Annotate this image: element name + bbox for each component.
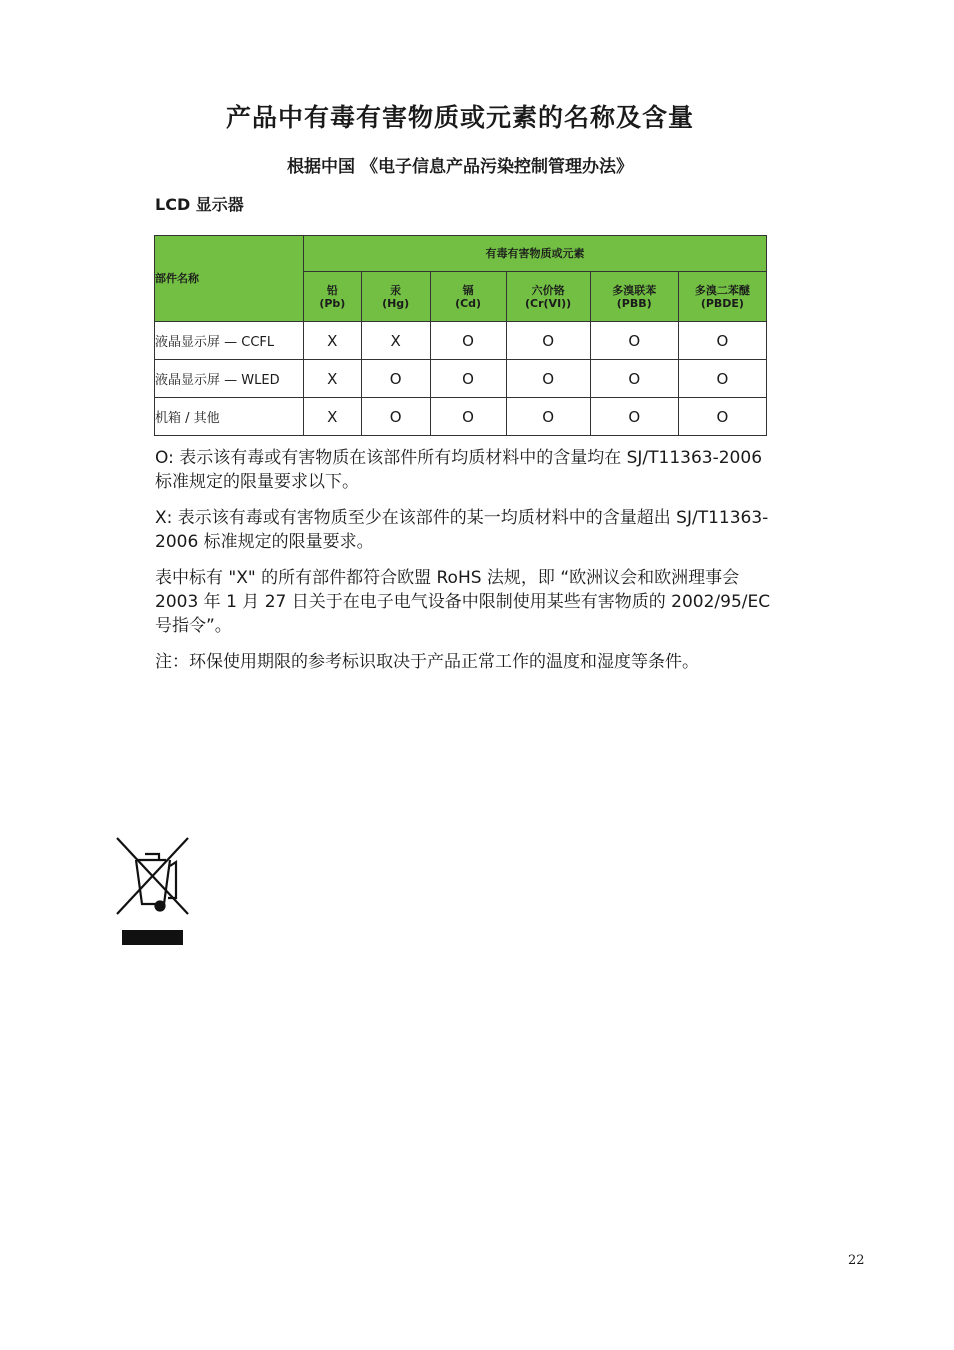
table-row [155, 322, 767, 360]
substances-group-header: 有毒有害物质或元素 [303, 236, 766, 272]
page-number: 22 [848, 1253, 865, 1268]
hazardous-substances-table [154, 235, 767, 436]
crossed-out-wheelie-bin-icon [112, 836, 192, 948]
o-legend-note: O: 表示该有毒或有害物质在该部件所有均质材料中的含量均在 SJ/T11363-2006 标准规定的限量要求以下。 [155, 448, 763, 492]
x-legend-note: X: 表示该有毒或有害物质至少在该部件的某一均质材料中的含量超出 SJ/T11363-2006 标准规定的限量要求。 [155, 508, 769, 552]
table-cell: O [590, 398, 678, 436]
row-part-name: 液晶显示屏 — CCFL [155, 322, 304, 360]
table-cell: O [506, 322, 590, 360]
table-row [155, 360, 767, 398]
page-title: 产品中有毒有害物质或元素的名称及含量 [225, 103, 694, 132]
table-cell: O [590, 360, 678, 398]
table-cell: X [303, 322, 361, 360]
table-cell: O [361, 360, 430, 398]
table-cell: O [430, 322, 506, 360]
table-cell: X [303, 398, 361, 436]
column-header-pb: 铅 (Pb) [303, 272, 361, 322]
table-cell: O [678, 322, 766, 360]
rohs-compliance-note: 表中标有 "X" 的所有部件都符合欧盟 RoHS 法规，即 “欧洲议会和欧洲理事会 2003 年 1 月 27 日关于在电子电气设备中限制使用某些有害物质的 2002/95/EC 号指令”。 [155, 568, 771, 636]
environmental-period-note: 注：环保使用期限的参考标识取决于产品正常工作的温度和湿度等条件。 [155, 652, 699, 672]
table-cell: X [303, 360, 361, 398]
column-header-hg: 汞 (Hg) [361, 272, 430, 322]
table-cell: X [361, 322, 430, 360]
part-name-header: 部件名称 [155, 236, 304, 322]
column-header-cr6: 六价铬 (Cr(VI)) [506, 272, 590, 322]
section-label: LCD 显示器 [155, 195, 244, 214]
table-cell: O [678, 360, 766, 398]
table-cell: O [506, 360, 590, 398]
column-header-cd: 镉 (Cd) [430, 272, 506, 322]
table-cell: O [506, 398, 590, 436]
row-part-name: 机箱 / 其他 [155, 398, 304, 436]
table-cell: O [590, 322, 678, 360]
page-subtitle: 根据中国 《电子信息产品污染控制管理办法》 [287, 157, 633, 177]
row-part-name: 液晶显示屏 — WLED [155, 360, 304, 398]
table-cell: O [678, 398, 766, 436]
table-cell: O [430, 360, 506, 398]
column-header-pbb: 多溴联苯 (PBB) [590, 272, 678, 322]
table-cell: O [361, 398, 430, 436]
table-row [155, 398, 767, 436]
column-header-pbde: 多溴二苯醚 (PBDE) [678, 272, 766, 322]
table-cell: O [430, 398, 506, 436]
